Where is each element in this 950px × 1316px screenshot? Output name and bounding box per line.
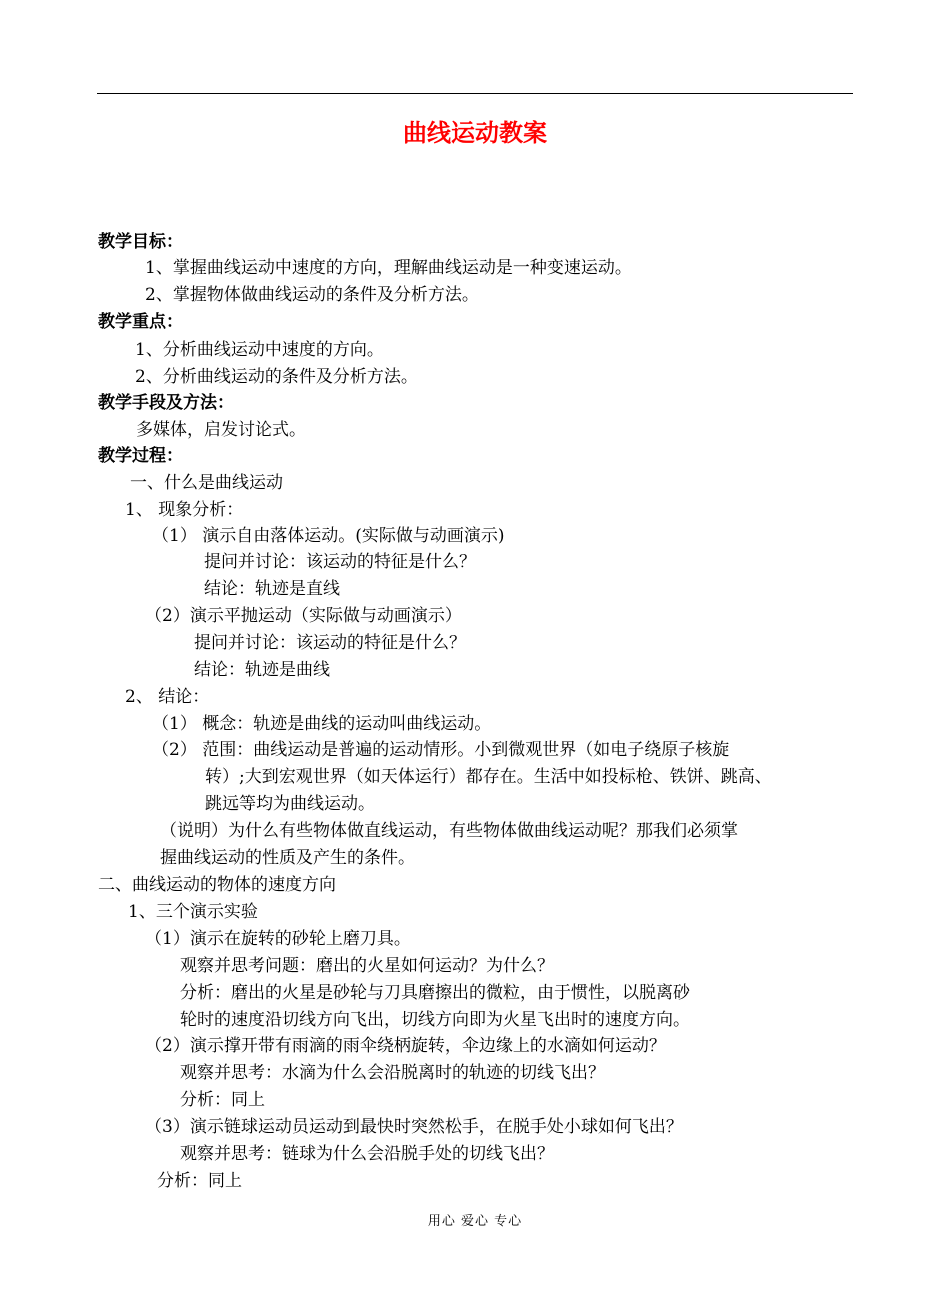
section-2-item-1-2-analysis: 分析：同上 xyxy=(180,1090,265,1110)
note-line-1: （说明）为什么有些物体做直线运动，有些物体做曲线运动呢？那我们必须掌 xyxy=(160,821,738,841)
key-points-heading: 教学重点： xyxy=(98,312,183,332)
key-point-1: 1、分析曲线运动中速度的方向。 xyxy=(135,340,384,360)
section-2-item-1-2-observe: 观察并思考：水滴为什么会沿脱离时的轨迹的切线飞出？ xyxy=(180,1063,605,1083)
section-1-item-2-2-line-2: 转）;大到宏观世界（如天体运行）都存在。生活中如投标枪、铁饼、跳高、 xyxy=(205,767,772,787)
section-2-item-1-3: （3）演示链球运动员运动到最快时突然松手，在脱手处小球如何飞出？ xyxy=(145,1117,683,1137)
section-2-item-1-3-observe: 观察并思考：链球为什么会沿脱手处的切线飞出？ xyxy=(180,1144,554,1164)
section-1-item-1-1-conclusion: 结论：轨迹是直线 xyxy=(204,579,340,599)
objectives-heading: 教学目标： xyxy=(98,232,183,252)
header-rule xyxy=(97,93,853,94)
page-footer: 用心 爱心 专心 xyxy=(427,1214,523,1229)
section-1-item-1-1-question: 提问并讨论：该运动的特征是什么？ xyxy=(204,552,476,572)
section-1-title: 一、什么是曲线运动 xyxy=(130,473,283,493)
objective-1: 1、掌握曲线运动中速度的方向，理解曲线运动是一种变速运动。 xyxy=(145,258,632,278)
section-1-item-1-1: （1） 演示自由落体运动。(实际做与动画演示) xyxy=(152,526,505,546)
section-1-item-1-2: （2）演示平抛运动（实际做与动画演示） xyxy=(145,606,462,626)
section-1-item-2: 2、 结论： xyxy=(125,687,210,707)
section-2-item-1-1-analysis-2: 轮时的速度沿切线方向飞出，切线方向即为火星飞出时的速度方向。 xyxy=(180,1010,690,1030)
section-2-item-1-1-analysis-1: 分析：磨出的火星是砂轮与刀具磨擦出的微粒，由于惯性，以脱离砂 xyxy=(180,983,690,1003)
note-line-2: 握曲线运动的性质及产生的条件。 xyxy=(160,848,415,868)
key-point-2: 2、分析曲线运动的条件及分析方法。 xyxy=(135,367,418,387)
methods-text: 多媒体，启发讨论式。 xyxy=(136,420,306,440)
section-2-title: 二、曲线运动的物体的速度方向 xyxy=(98,875,336,895)
section-2-item-1-2: （2）演示撑开带有雨滴的雨伞绕柄旋转，伞边缘上的水滴如何运动？ xyxy=(145,1036,666,1056)
document-title: 曲线运动教案 xyxy=(403,119,547,147)
section-1-item-2-2-line-3: 跳远等均为曲线运动。 xyxy=(205,794,375,814)
section-2-item-1-1: （1）演示在旋转的砂轮上磨刀具。 xyxy=(145,929,411,949)
section-2-item-1: 1、三个演示实验 xyxy=(128,902,258,922)
section-1-item-2-2-line-1: （2） 范围：曲线运动是普遍的运动情形。小到微观世界（如电子绕原子核旋 xyxy=(152,740,730,760)
section-1-item-1-2-question: 提问并讨论：该运动的特征是什么？ xyxy=(194,633,466,653)
section-1-item-1: 1、 现象分析： xyxy=(125,500,244,520)
section-1-item-2-1: （1） 概念：轨迹是曲线的运动叫曲线运动。 xyxy=(152,714,492,734)
section-2-item-1-1-observe: 观察并思考问题：磨出的火星如何运动？为什么？ xyxy=(180,956,554,976)
process-heading: 教学过程： xyxy=(98,446,183,466)
section-1-item-1-2-conclusion: 结论：轨迹是曲线 xyxy=(194,660,330,680)
methods-heading: 教学手段及方法： xyxy=(98,393,234,413)
objective-2: 2、掌握物体做曲线运动的条件及分析方法。 xyxy=(145,285,479,305)
section-2-item-1-3-analysis: 分析：同上 xyxy=(157,1171,242,1191)
